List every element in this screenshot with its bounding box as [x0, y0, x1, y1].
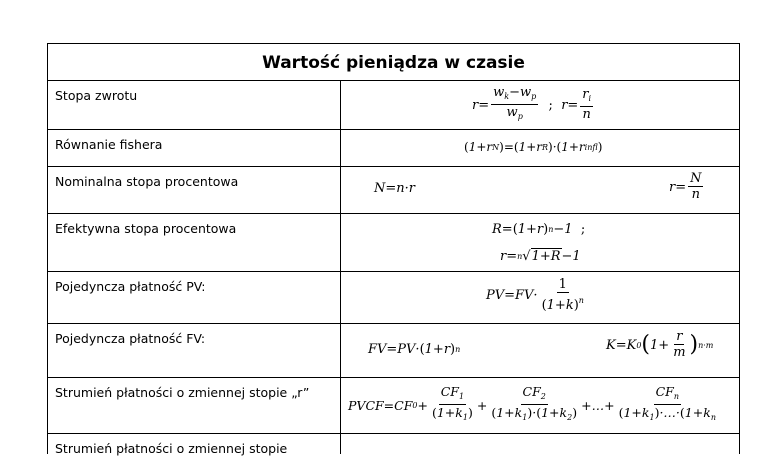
formula-nominalna: N=n·r r= $\frac{N}{n}$ [374, 171, 702, 202]
row-pv [47, 271, 740, 324]
row-strumien-r [47, 377, 740, 434]
formula-pvcf: PVCF=CF 0 + $\frac{CF_1}{(1+k_1)}$ + $\frac{CF_2}{(1+k_1)\cdot(1+k_2)}$ +…+ $\frac{CF_n}{(1+k_1)\cdot\dots\cdot(1+k_n}$ [348, 384, 716, 422]
row-label: Pojedyncza płatność FV: [48, 324, 341, 378]
formula-fv: FV=PV· ( 1+r ) n K=K 0 ( 1+ $\frac{r}{m}$ ) n·m [368, 329, 714, 360]
row-rownanie-fishera [47, 129, 740, 167]
row-label: Efektywna stopa procentowa [48, 214, 341, 272]
row-label: Pojedyncza płatność PV: [48, 272, 341, 324]
row-stopa-zwrotu [47, 80, 740, 130]
formula-sheet [47, 43, 740, 456]
row-label: Równanie fishera [48, 130, 341, 167]
row-strumien-partial [47, 433, 740, 454]
row-label: Nominalna stopa procentowa [48, 167, 341, 214]
formula-partial [342, 434, 739, 454]
formula-pv: PV=FV· $\frac{1}{(1+k)^n}$ [486, 277, 584, 313]
formula-fisher: ( 1+r N ) = ( 1+r R ) · ( 1+r infl ) [464, 140, 603, 154]
row-fv [47, 323, 740, 378]
sheet-title: Wartość pieniądza w czasie [47, 43, 740, 81]
row-label: Stopa zwrotu [48, 81, 341, 130]
row-efektywna [47, 213, 740, 272]
formula-stopa-zwrotu: r= $\frac{w_k-w_p}{w_p}$ ; r= $\frac{r_i}{n}$ [472, 85, 592, 122]
row-nominalna [47, 166, 740, 214]
formula-efektywna: R= ( 1+r ) n −1 ; r= n √ 1+R −1 [492, 222, 586, 264]
row-label: Strumień płatności o zmiennej stopie „r” [48, 378, 341, 434]
row-label: Strumień płatności o zmiennej stopie [48, 434, 341, 454]
